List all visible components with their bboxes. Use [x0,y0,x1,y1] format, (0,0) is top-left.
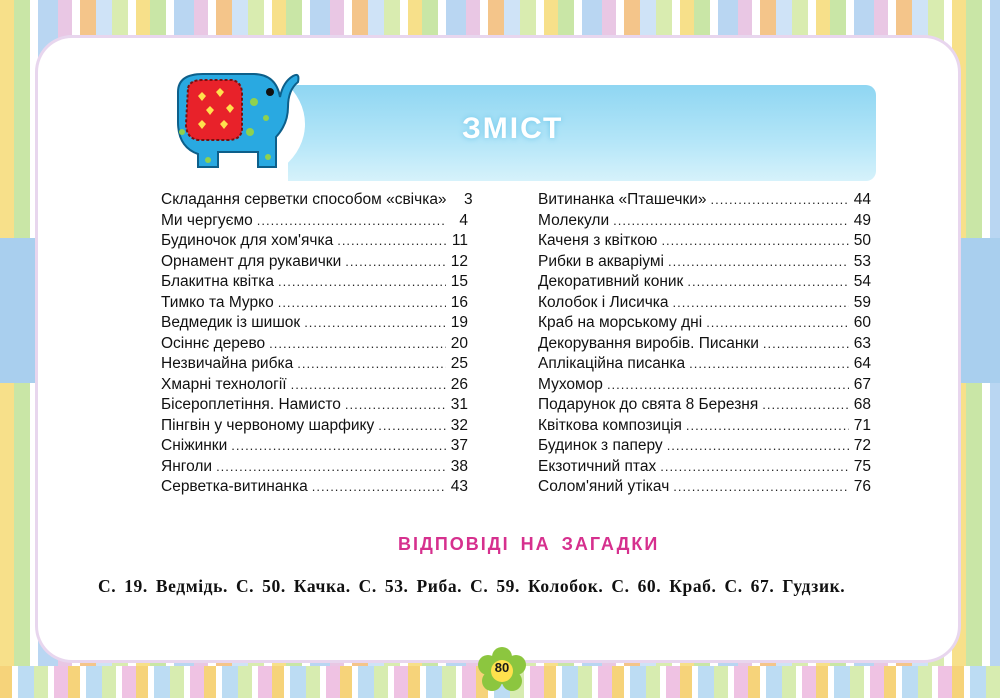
toc-leader [762,395,849,416]
elephant-icon [158,62,308,186]
toc-entry-title: Пінгвін у червоному шарфику [161,416,375,434]
toc-entry-title: Екзотичний птах [538,457,657,475]
toc-leader [711,190,849,211]
toc-leader [278,272,446,293]
toc-entry[interactable] [538,334,871,355]
toc-entry-title: Краб на морському дні [538,314,703,331]
toc-entry-title: Складання серветки способом «свічка» [161,191,447,208]
toc-entry[interactable] [538,293,871,314]
toc-entry-title: Солом'яний утікач [538,478,670,495]
toc-leader [278,293,446,314]
toc-entry-page: 44 [853,191,871,208]
toc-entry[interactable] [161,416,468,437]
toc-entry[interactable] [161,457,468,478]
toc-entry[interactable] [538,231,871,252]
toc-leader [661,231,849,252]
toc-leader [673,293,849,314]
toc-leader [673,477,849,498]
toc-entry-title: Молекули [538,211,610,229]
toc-leader [291,375,446,396]
toc-leader [660,457,849,478]
toc-entry-title: Блакитна квітка [161,273,274,290]
toc-entry-page: 16 [450,293,468,311]
toc-leader [231,436,446,457]
toc-entry-title: Незвичайна рибка [161,355,294,372]
toc-leader [269,334,446,355]
answers-heading: ВІДПОВІДІ НА ЗАГАДКИ [398,534,660,554]
toc-entry-title: Тимко та Мурко [161,293,274,311]
toc-entry[interactable] [161,272,468,293]
toc-entry[interactable] [538,375,871,396]
toc-entry[interactable] [538,252,871,273]
toc-entry-page: 64 [853,355,871,372]
toc-entry[interactable] [161,354,468,375]
toc-entry[interactable] [538,272,871,293]
toc-entry-title: Каченя з квіткою [538,232,658,249]
toc-entry-title: Декорування виробів. Писанки [538,334,759,352]
toc-entry-page: 20 [450,334,468,352]
toc-entry-page: 43 [450,478,468,495]
toc-entry[interactable] [538,395,871,416]
toc-leader [613,211,849,232]
toc-entry-title: Будинок з паперу [538,437,663,454]
toc-entry[interactable] [538,190,871,211]
toc-entry-page: 72 [853,437,871,454]
toc-right-column [538,190,871,498]
toc-entry[interactable] [161,293,468,314]
toc-entry-page: 32 [450,416,468,434]
toc-entry-title: Осіннє дерево [161,334,266,352]
toc-leader [345,395,446,416]
toc-leader [337,231,446,252]
toc-entry[interactable] [538,477,871,498]
page-title: ЗМІСТ [462,112,564,145]
toc-entry[interactable] [538,457,871,478]
toc-entry-page: 68 [853,396,871,413]
toc-entry-title: Мухомор [538,375,603,393]
toc-leader [297,354,446,375]
toc-entry-page: 12 [450,252,468,270]
toc-entry-title: Рибки в акваріумі [538,252,664,270]
toc-leader [763,334,849,355]
toc-entry[interactable] [538,436,871,457]
toc-leader [312,477,446,498]
toc-entry-title: Аплікаційна писанка [538,355,686,372]
toc-leader [304,313,446,334]
toc-entry-title: Подарунок до свята 8 Березня [538,396,759,413]
toc-entry-page: 54 [853,273,871,290]
toc-entry-page: 59 [853,293,871,311]
toc-entry-page: 53 [853,252,871,270]
toc-entry-page: 67 [853,375,871,393]
answers-text: С. 19. Ведмідь. С. 50. Качка. С. 53. Риба. С. 59. Колобок. С. 60. Краб. С. 67. Гудзик. [98,576,846,596]
toc-entry-title: Колобок і Лисичка [538,293,669,311]
toc-left-column [161,190,473,498]
toc-entry[interactable] [161,252,468,273]
toc-leader [257,211,446,232]
toc-entry-page: 76 [853,478,871,495]
toc-entry-title: Орнамент для рукавички [161,252,342,270]
toc-entry-title: Ведмедик із шишок [161,314,301,331]
toc-entry-page: 4 [459,211,468,229]
toc-entry-page: 19 [450,314,468,331]
toc-entry[interactable] [161,231,468,252]
toc-entry-title: Ми чергуємо [161,211,253,229]
toc-entry-page: 60 [853,314,871,331]
header-bar [288,85,876,181]
toc-entry-title: Витинанка «Пташечки» [538,191,707,208]
toc-leader [216,457,446,478]
toc-entry-title: Серветка-витинанка [161,478,308,495]
toc-entry-title: Бісероплетіння. Намисто [161,396,341,413]
toc-entry-page: 49 [853,211,871,229]
toc-entry-title: Квіткова композиція [538,416,682,434]
toc-entry[interactable] [161,477,468,498]
toc-entry-title: Хмарні технології [161,375,287,393]
toc-entry-title: Декоративний коник [538,273,684,290]
toc-entry[interactable] [538,416,871,437]
toc-entry-page: 37 [450,437,468,454]
toc-entry-title: Будиночок для хом'ячка [161,232,334,249]
toc-entry[interactable] [161,334,468,355]
toc-entry[interactable] [161,313,468,334]
toc-leader [687,272,849,293]
toc-entry-title: Сніжинки [161,437,228,454]
toc-leader [345,252,446,273]
toc-entry[interactable] [161,395,468,416]
toc-entry-page: 3 [463,191,473,208]
toc-entry-page: 15 [450,273,468,290]
toc-entry-page: 25 [450,355,468,372]
toc-leader [689,354,849,375]
toc-leader [686,416,849,437]
toc-entry-page: 50 [853,232,871,249]
toc-leader [607,375,849,396]
toc-entry-title: Янголи [161,457,213,475]
toc-entry-page: 31 [450,396,468,413]
toc-entry[interactable] [161,436,468,457]
toc-entry[interactable] [538,211,871,232]
toc-entry-page: 26 [450,375,468,393]
toc-entry[interactable] [538,313,871,334]
toc-entry[interactable] [538,354,871,375]
toc-entry-page: 63 [853,334,871,352]
toc-leader [667,436,849,457]
toc-entry-page: 75 [853,457,871,475]
toc-leader [378,416,446,437]
toc-entry-page: 38 [450,457,468,475]
toc-entry[interactable] [161,211,468,232]
toc-entry-page: 11 [451,232,468,249]
toc-leader [668,252,849,273]
toc-entry[interactable] [161,190,473,211]
toc-entry[interactable] [161,375,468,396]
toc-leader [706,313,849,334]
page-number: 80 [494,660,510,675]
toc-entry-page: 71 [853,416,871,434]
